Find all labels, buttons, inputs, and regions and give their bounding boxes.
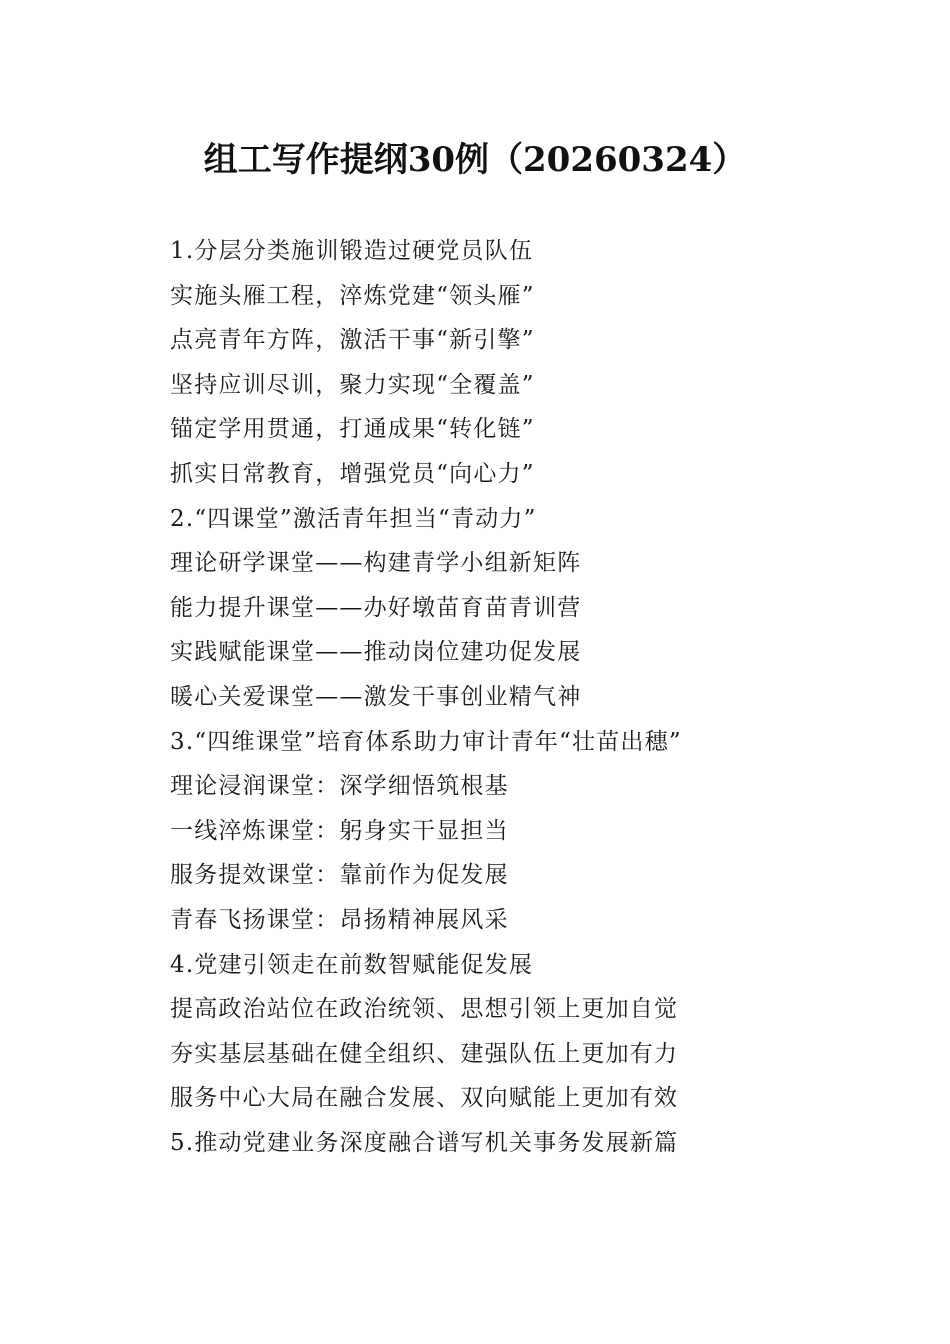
outline-heading-5: 5.推动党建业务深度融合谱写机关事务发展新篇 bbox=[170, 1129, 679, 1156]
outline-line: 暖心关爱课堂——激发干事创业精气神 bbox=[170, 683, 582, 710]
outline-line: 实施头雁工程，淬炼党建“领头雁” bbox=[170, 282, 535, 309]
outline-line: 服务提效课堂：靠前作为促发展 bbox=[170, 862, 509, 889]
outline-line: 实践赋能课堂——推动岗位建功促发展 bbox=[170, 639, 582, 666]
outline-line: 点亮青年方阵，激活干事“新引擎” bbox=[170, 327, 535, 354]
outline-heading-2: 2.“四课堂”激活青年担当“青动力” bbox=[170, 505, 537, 532]
outline-line: 青春飞扬课堂：昂扬精神展风采 bbox=[170, 906, 509, 933]
outline-line: 服务中心大局在融合发展、双向赋能上更加有效 bbox=[170, 1085, 679, 1112]
outline-line: 锚定学用贯通，打通成果“转化链” bbox=[170, 416, 535, 443]
outline-line: 坚持应训尽训，聚力实现“全覆盖” bbox=[170, 371, 535, 398]
outline-line: 夯实基层基础在健全组织、建强队伍上更加有力 bbox=[170, 1040, 679, 1067]
outline-heading-4: 4.党建引领走在前数智赋能促发展 bbox=[170, 951, 534, 978]
outline-line: 抓实日常教育，增强党员“向心力” bbox=[170, 460, 535, 487]
outline-line: 提高政治站位在政治统领、思想引领上更加自觉 bbox=[170, 996, 679, 1023]
document-title: 组工写作提纲30例（20260324） bbox=[203, 140, 747, 180]
outline-line: 一线淬炼课堂：躬身实干显担当 bbox=[170, 817, 509, 844]
outline-list bbox=[170, 229, 890, 1165]
outline-line: 理论研学课堂——构建青学小组新矩阵 bbox=[170, 550, 582, 577]
outline-line: 能力提升课堂——办好墩苗育苗青训营 bbox=[170, 594, 582, 621]
outline-heading-3: 3.“四维课堂”培育体系助力审计青年“壮苗出穗” bbox=[170, 728, 682, 755]
outline-line: 理论浸润课堂：深学细悟筑根基 bbox=[170, 773, 509, 800]
outline-heading-1: 1.分层分类施训锻造过硬党员队伍 bbox=[170, 238, 534, 264]
